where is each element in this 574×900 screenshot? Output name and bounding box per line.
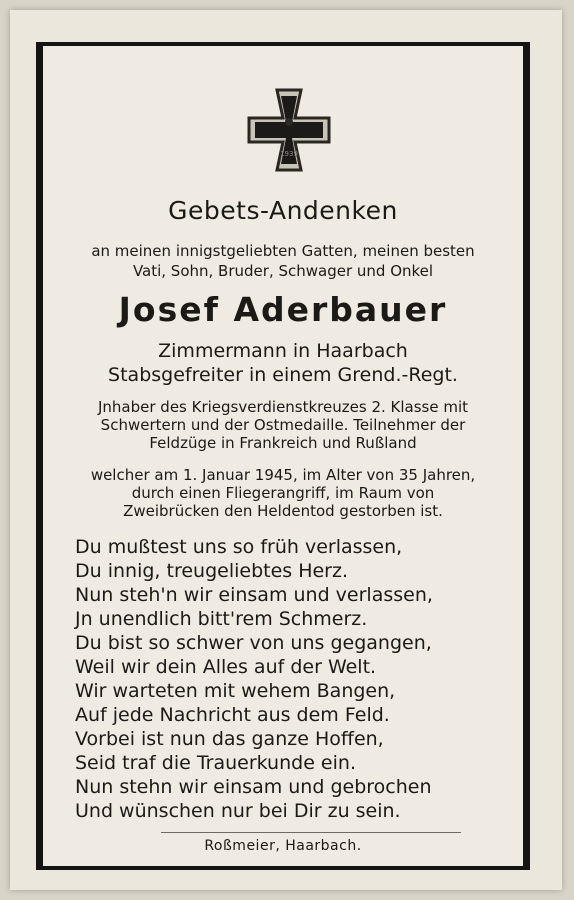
divider-line <box>161 832 461 833</box>
poem-line: Jn unendlich bitt'rem Schmerz. <box>75 608 368 630</box>
poem-line: Wir warteten mit wehem Bangen, <box>75 680 396 702</box>
black-border-frame <box>36 42 530 870</box>
memorial-poem <box>75 535 515 823</box>
poem-line: Du innig, treugeliebtes Herz. <box>75 560 349 582</box>
death-line-1: welcher am 1. Januar 1945, im Alter von 35 Jahren, <box>90 466 476 484</box>
heading: Gebets-Andenken <box>168 196 398 225</box>
deceased-name: Josef Aderbauer <box>118 290 448 329</box>
memorial-card <box>10 10 562 890</box>
death-line-2: durch einen Fliegerangriff, im Raum von <box>131 484 435 502</box>
intro-line-1: an meinen innigstgeliebten Gatten, meinen besten <box>91 242 475 260</box>
occupation: Zimmermann in Haarbach <box>158 340 408 362</box>
poem-line: Weil wir dein Alles auf der Welt. <box>75 656 377 678</box>
poem-line: Und wünschen nur bei Dir zu sein. <box>75 800 401 822</box>
death-line-3: Zweibrücken den Heldentod gestorben ist. <box>123 502 443 520</box>
cross-year: 1939 <box>280 150 298 158</box>
poem-line: Auf jede Nachricht aus dem Feld. <box>75 704 390 726</box>
poem-line: Nun steh'n wir einsam und verlassen, <box>75 584 433 606</box>
poem-line: Du bist so schwer von uns gegangen, <box>75 632 432 654</box>
iron-cross-icon <box>247 88 331 172</box>
intro-line-2: Vati, Sohn, Bruder, Schwager und Onkel <box>132 262 434 280</box>
poem-line: Du mußtest uns so früh verlassen, <box>75 536 403 558</box>
honors-line-3: Feldzüge in Frankreich und Rußland <box>149 434 417 452</box>
printer-imprint: Roßmeier, Haarbach. <box>204 838 362 854</box>
poem-line: Nun stehn wir einsam und gebrochen <box>75 776 432 798</box>
military-rank: Stabsgefreiter in einem Grend.-Regt. <box>108 364 458 386</box>
honors-line-2: Schwertern und der Ostmedaille. Teilnehmer der <box>100 416 466 434</box>
honors-line-1: Jnhaber des Kriegsverdienstkreuzes 2. Klasse mit <box>97 398 469 416</box>
poem-line: Vorbei ist nun das ganze Hoffen, <box>75 728 384 750</box>
poem-line: Seid traf die Trauerkunde ein. <box>75 752 356 774</box>
